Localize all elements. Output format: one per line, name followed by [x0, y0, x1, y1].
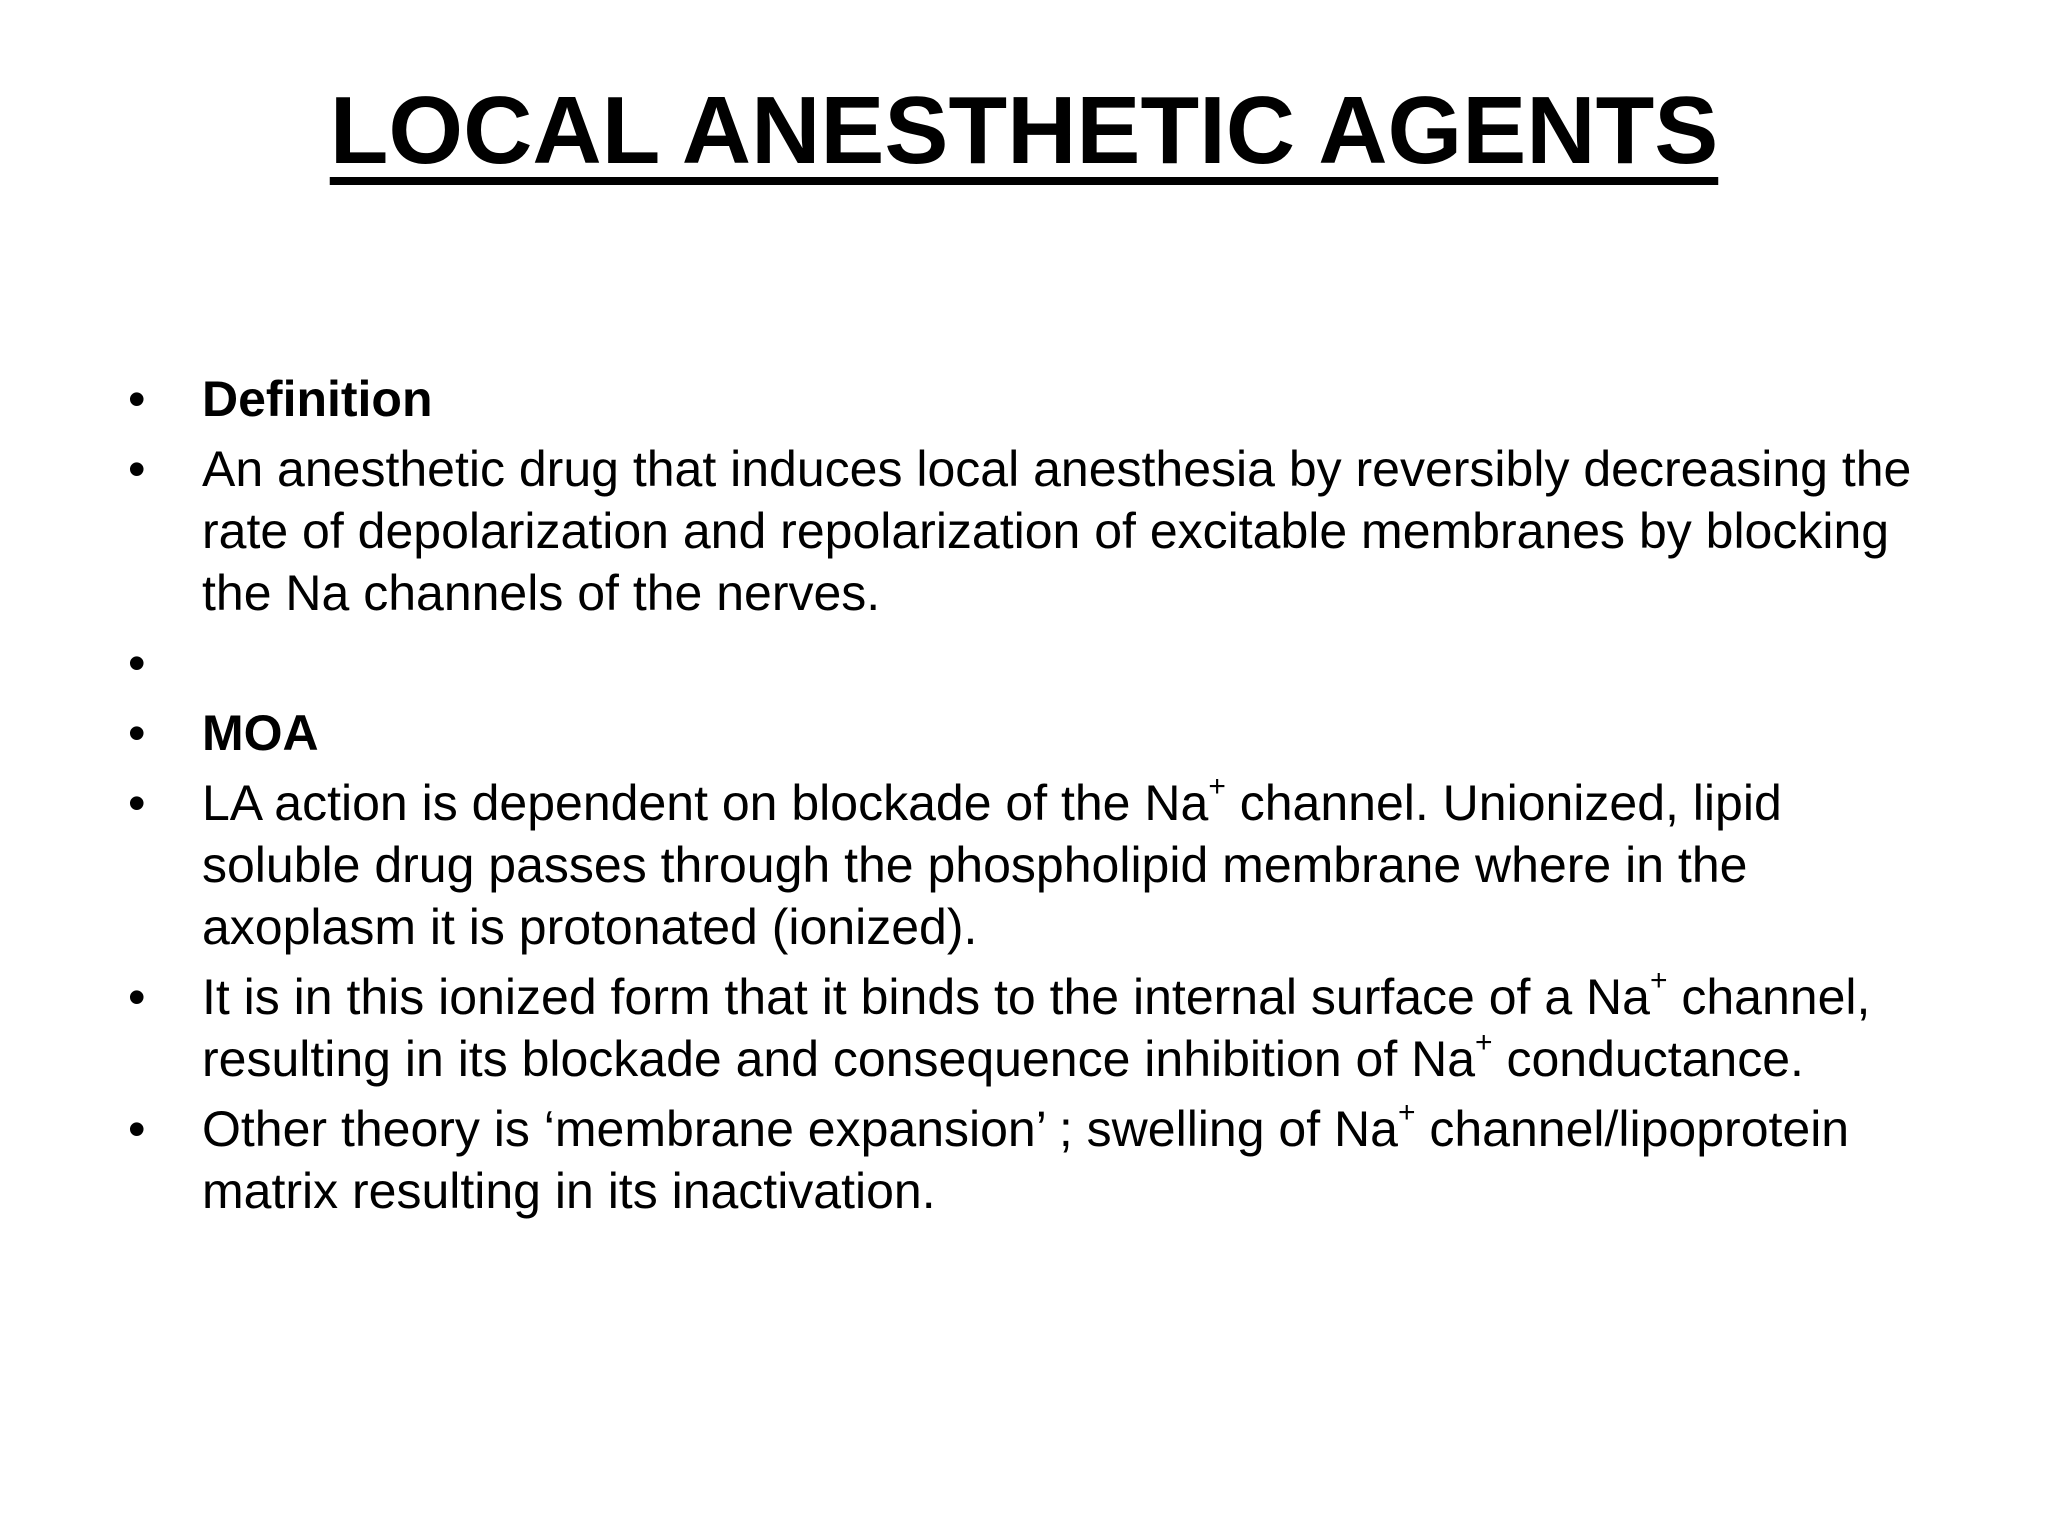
moa-point-2-part-c: conductance.: [1492, 1031, 1804, 1087]
bullet-definition-text: [128, 438, 1948, 624]
moa-point-1-part-a: LA action is dependent on blockade of the Na: [202, 775, 1209, 831]
bullet-dot: •: [128, 775, 146, 831]
moa-point-2-part-b: channel, resulting in its blockade and consequence inhibition of Na: [202, 969, 1871, 1087]
moa-point-3-part-b: channel/lipoprotein matrix resulting in its inactivation.: [202, 1101, 1850, 1219]
moa-point-3-text: [202, 1096, 1850, 1219]
moa-point-1-text: [202, 770, 1782, 955]
bullet-moa-point-1: [128, 772, 1948, 958]
bullet-dot: •: [128, 1101, 146, 1157]
moa-point-1-part-b: channel. Unionized, lipid soluble drug passes through the phospholipid membrane where in the axoplasm it is protonated (ionized).: [202, 775, 1782, 955]
bullet-dot: •: [128, 371, 146, 427]
moa-point-2-part-a: It is in this ionized form that it binds to the internal surface of a Na: [202, 969, 1650, 1025]
bullet-moa-heading: [128, 702, 1948, 764]
bullet-list: [128, 368, 1948, 1230]
moa-point-2-text: [202, 964, 1871, 1087]
sodium-superscript: +: [1208, 770, 1226, 804]
bullet-moa-point-2: [128, 966, 1948, 1090]
bullet-dot: •: [128, 705, 146, 761]
slide-title: [0, 78, 2048, 184]
moa-heading: MOA: [202, 705, 319, 761]
bullet-empty: [128, 632, 1948, 694]
bullet-dot: •: [128, 441, 146, 497]
sodium-superscript: +: [1475, 1026, 1493, 1060]
sodium-superscript: +: [1397, 1096, 1416, 1130]
definition-text: An anesthetic drug that induces local anesthesia by reversibly decreasing the rate of depolarization and repolarization of excitable membranes by blocking the Na channels of the nerves.: [202, 441, 1912, 621]
bullet-moa-point-3: [128, 1098, 1948, 1222]
bullet-dot: •: [128, 635, 146, 691]
definition-heading: Definition: [202, 371, 433, 427]
bullet-definition-heading: [128, 368, 1948, 430]
bullet-dot: •: [128, 969, 146, 1025]
moa-point-3-part-a: Other theory is ‘membrane expansion’ ; swelling of Na: [202, 1101, 1398, 1157]
slide-title-text: LOCAL ANESTHETIC AGENTS: [329, 77, 1719, 184]
sodium-superscript: +: [1649, 964, 1668, 998]
